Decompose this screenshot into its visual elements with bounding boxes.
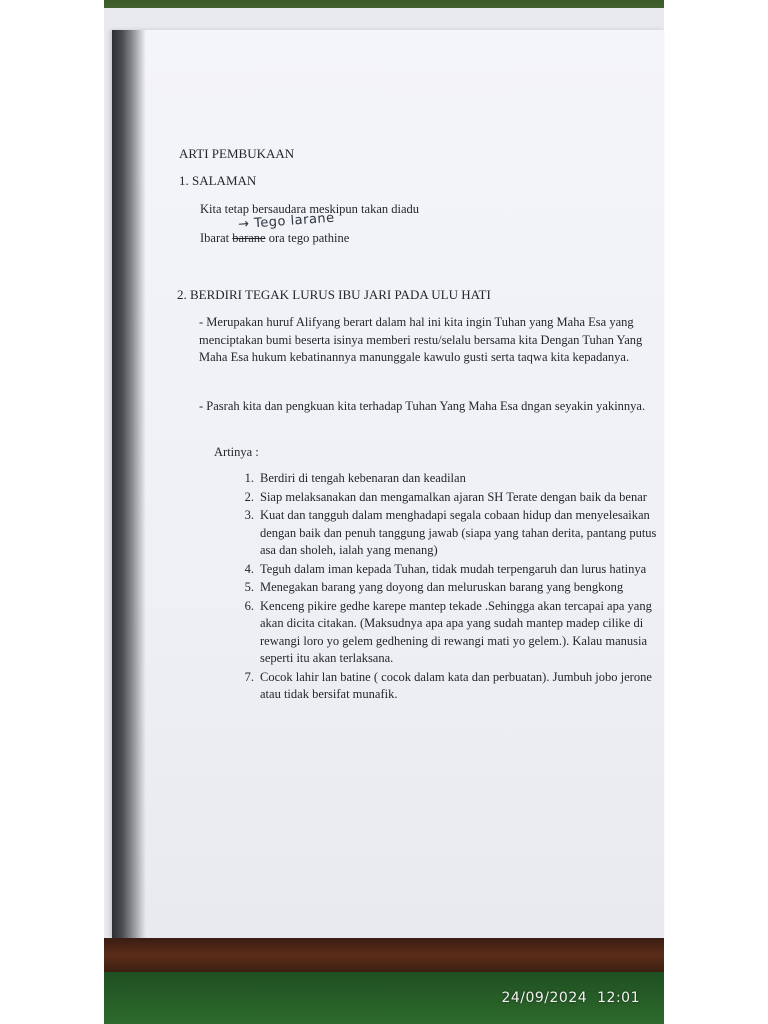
list-item [232,470,662,488]
list-item [232,598,662,668]
salaman-line-2-prefix: Ibarat [200,231,233,245]
list-item-number: 4. [244,561,254,576]
list-item-number: 3. [244,508,254,522]
handwritten-note: → Tego larane [237,210,336,233]
timestamp-date: 24/09/2024 [501,990,588,1006]
salaman-line-1: Kita tetap bersaudara meskipun takan diadu [200,202,420,216]
salaman-line-2 [200,231,349,246]
list-item [232,669,662,704]
list-item-text: Berdiri di tengah kebenaran dan keadilan [260,471,466,485]
list-item-text: Cocok lahir lan batine ( cocok dalam kata dan perbuatan). Jumbuh jobo jerone atau tidak bersifat munafik. [260,669,652,701]
list-item-number: 6. [244,598,254,613]
section-2-paragraph-2: - Pasrah kita dan pengkuan kita terhadap Tuhan Yang Maha Esa dngan seyakin yakinnya. [199,399,646,413]
section-2-heading: 2. BERDIRI TEGAK LURUS IBU JARI PADA ULU HATI [177,287,491,302]
list-item [232,579,662,597]
list-item-text: Kenceng pikire gedhe karepe mantep tekade .Sehingga akan tercapai apa yang akan dicita citakan. (Maksudnya apa apa yang sudah mantep madep cilike di rewangi loro yo gelem gedhening di rewangi mati yo gelem.). Kalau manusia seperti itu akan terlaksana. [260,598,652,665]
artinya-list [232,470,662,705]
timestamp-time: 12:01 [597,990,640,1006]
salaman-line-2-suffix: ora tego pathine [265,231,350,245]
list-item-text: Teguh dalam iman kepada Tuhan, tidak mudah terpengaruh dan lurus hatinya [260,561,647,576]
list-item [232,489,662,507]
list-item [232,561,662,579]
list-item-number: 7. [244,669,254,684]
wooden-table-edge [104,938,664,972]
list-item-text: Kuat dan tangguh dalam menghadapi segala cobaan hidup dan menyelesaikan dengan baik dan penuh tanggung jawab (siapa yang tahan derita, pantang putus asa dan sholeh, ialah yang menang) [260,508,657,557]
section-1-heading: 1. SALAMAN [179,173,257,188]
list-item-number: 2. [244,489,254,504]
list-item-number: 1. [244,471,254,485]
list-item-text: Siap melaksanakan dan mengamalkan ajaran SH Terate dengan baik da benar [260,489,647,504]
photo-timestamp [501,990,640,1006]
document-title: ARTI PEMBUKAAN [179,146,295,161]
artinya-label: Artinya : [214,445,259,459]
list-item [232,507,662,560]
struck-word: barane [232,231,266,245]
section-2-paragraph-1: - Merupakan huruf Alifyang berart dalam hal ini kita ingin Tuhan yang Maha Esa yang menciptakan bumi beserta isinya memberi restu/selalu bersama kita Dengan Tuhan Yang Maha Esa hukum kebatinannya manunggale kawulo gusti serta taqwa kita kepadanya. [199,315,643,364]
list-item-text: Menegakan barang yang doyong dan meluruskan barang yang bengkong [260,580,624,594]
list-item-number: 5. [244,580,254,594]
